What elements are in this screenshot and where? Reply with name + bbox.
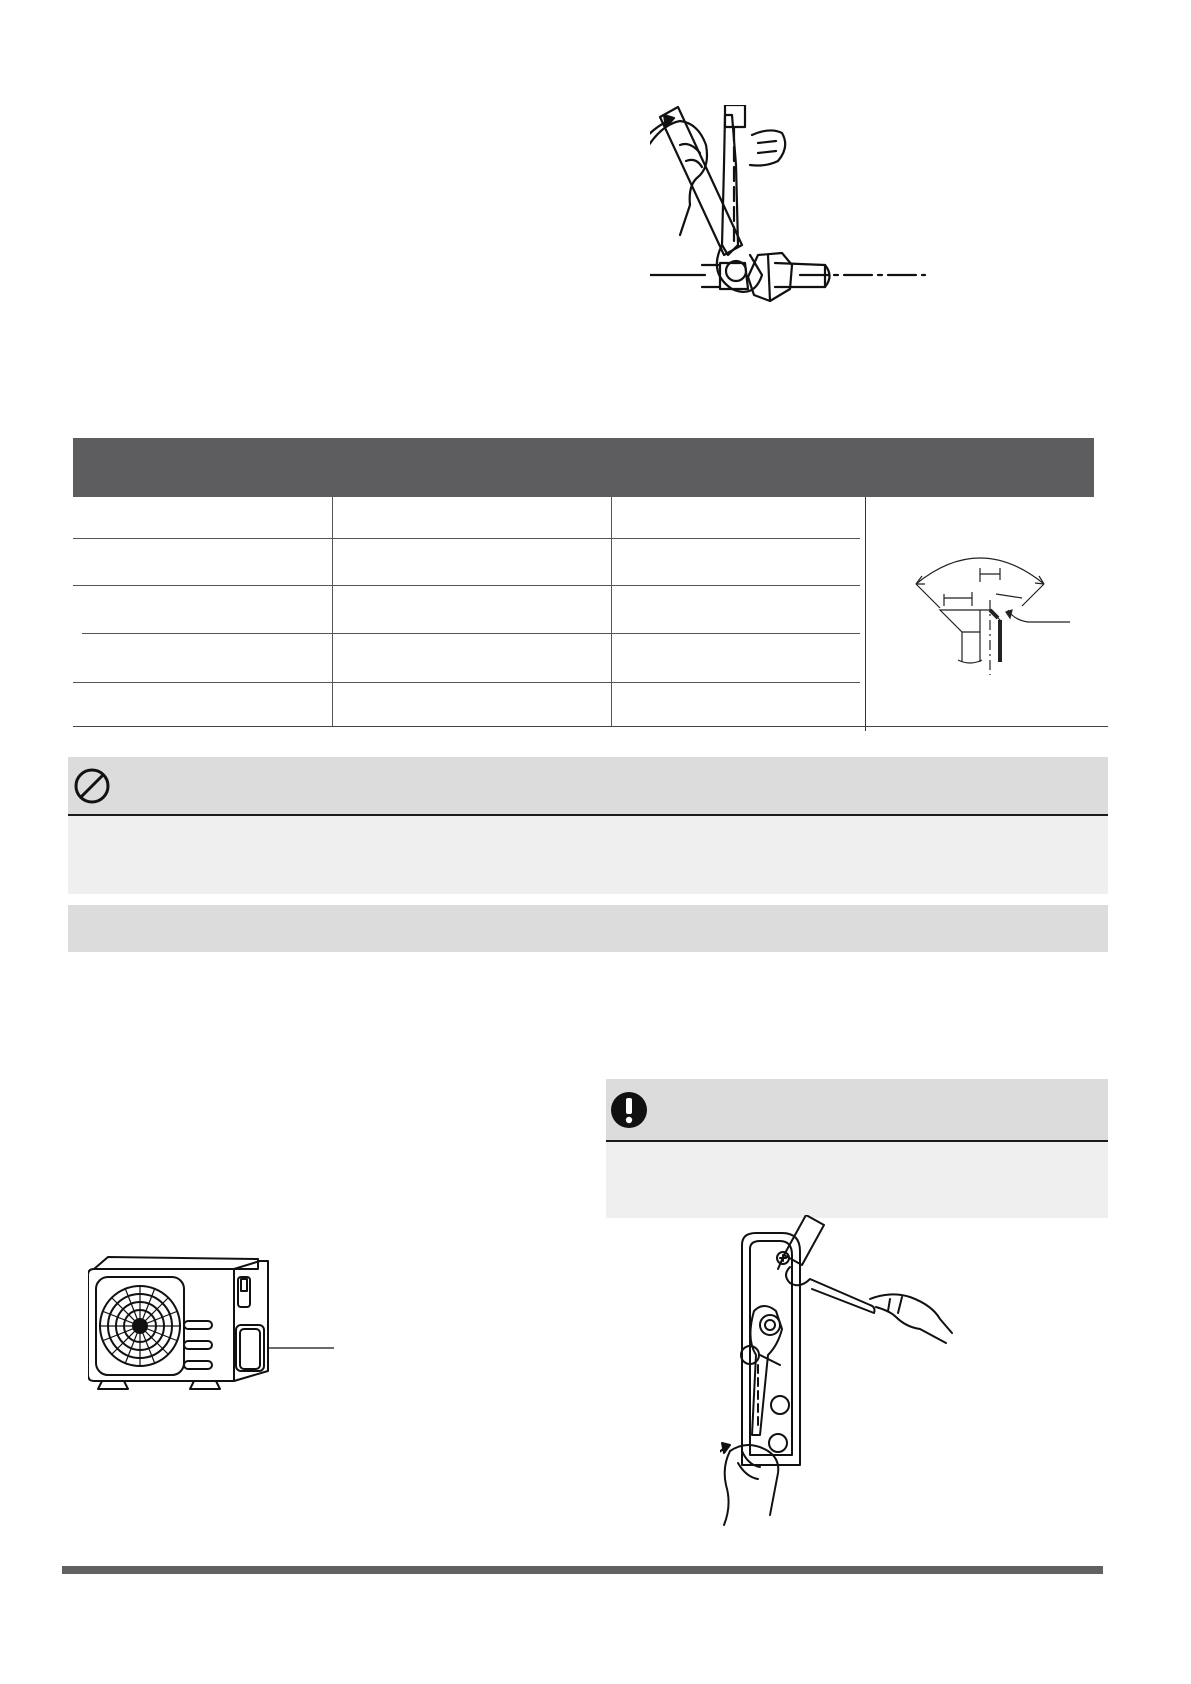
prohibited-note-body [68, 816, 1108, 894]
prohibited-icon [73, 767, 111, 805]
prohibited-note-header [68, 757, 1108, 816]
outdoor-unit-illustration [88, 1255, 348, 1400]
valve-tightening-illustration [720, 1215, 980, 1535]
section-heading-bar [68, 905, 1108, 952]
table-bottom-rule [73, 726, 1108, 727]
table-row-divider [73, 585, 860, 586]
table-row-divider [73, 682, 860, 683]
wrench-tightening-illustration [650, 105, 930, 320]
caution-note-body [606, 1142, 1108, 1218]
table-column-divider [865, 497, 866, 731]
flare-dimension-diagram [910, 550, 1080, 680]
table-header [73, 438, 1094, 497]
table-row-divider [73, 538, 860, 539]
table-row-divider [82, 633, 860, 634]
table-column-divider [332, 497, 333, 726]
footer-rule [62, 1566, 1103, 1574]
exclamation-icon [610, 1091, 648, 1129]
caution-note-header [606, 1079, 1108, 1142]
table-column-divider [611, 497, 612, 726]
